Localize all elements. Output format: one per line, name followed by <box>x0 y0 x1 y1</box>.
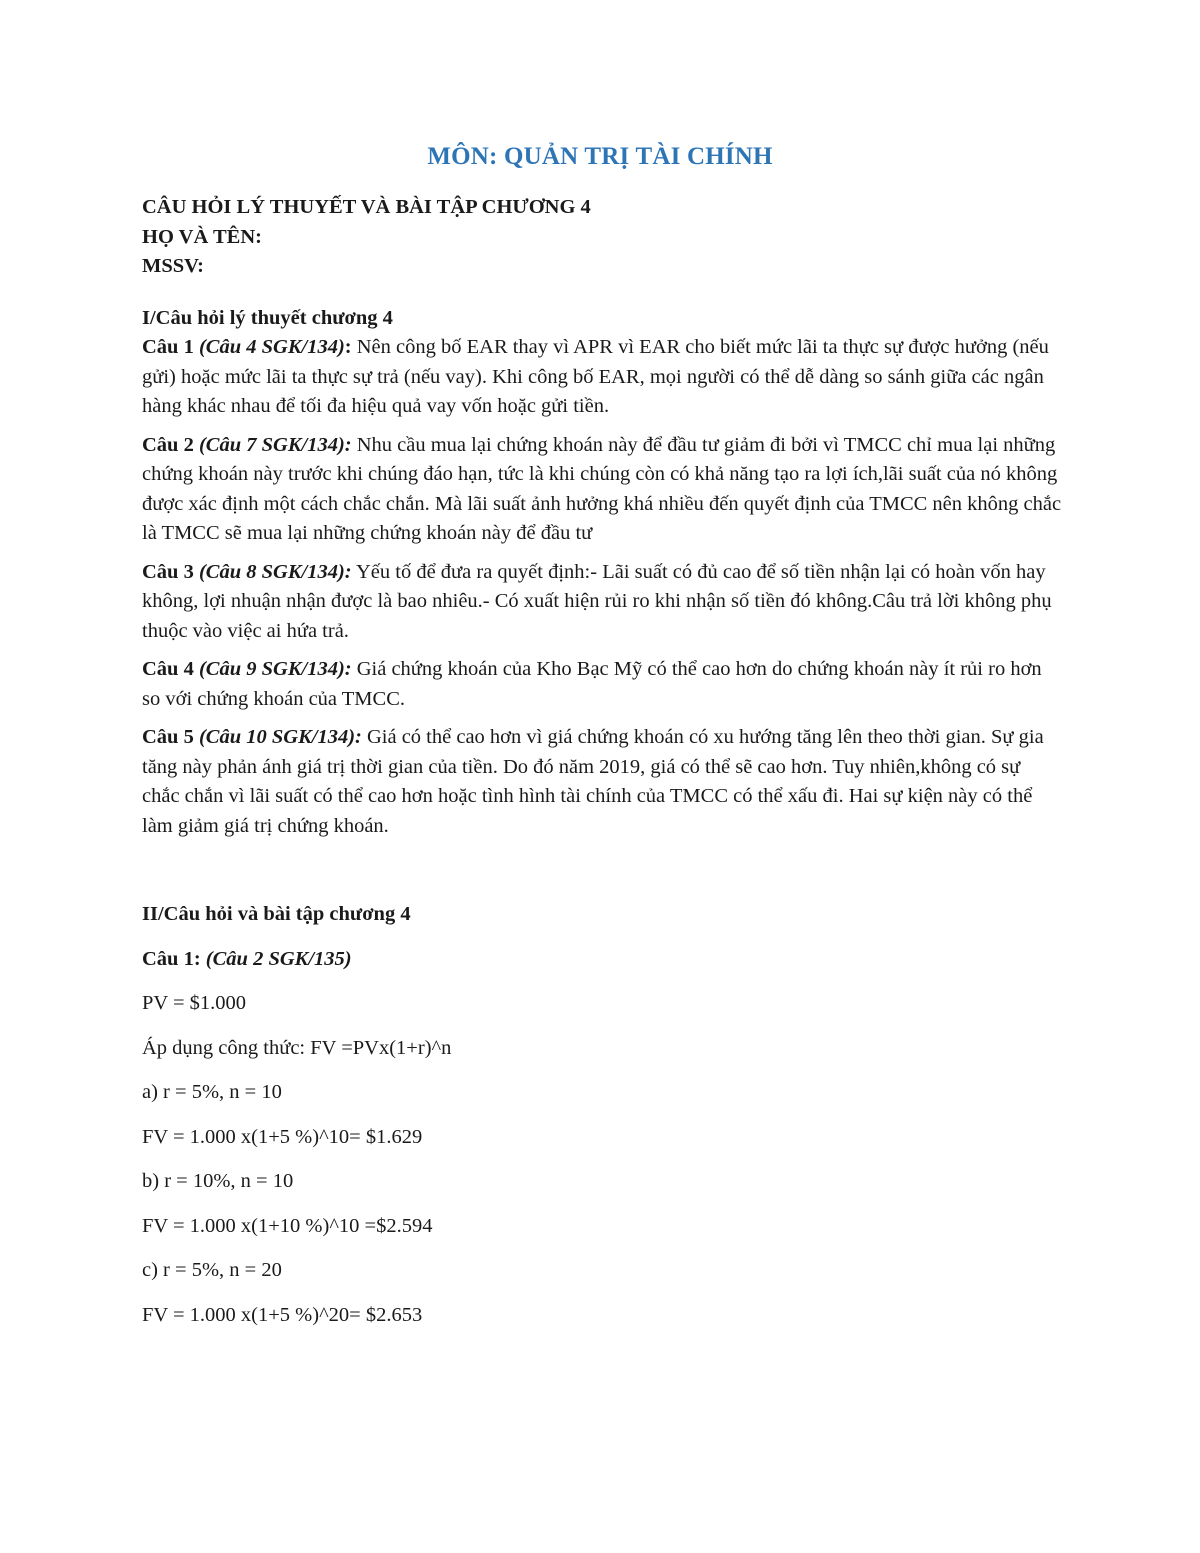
question-reference: (Câu 7 SGK/134): <box>198 433 352 456</box>
question-label: Câu 5 <box>142 726 199 748</box>
question-answer: Nên công bố EAR thay vì APR vì EAR cho biết mức lãi ta thực sự được hưởng (nếu gửi) hoặc mức lãi ta thực sự trả (nếu vay). Khi công bố EAR, mọi người có thể dễ dàng so sánh giữa các ngân hàng khác nhau để tối đa hiệu quả vay vốn hoặc gửi tiền. <box>142 336 1049 417</box>
question-answer: Giá chứng khoán của Kho Bạc Mỹ có thể cao hơn do chứng khoán này ít rủi ro hơn so với chứng khoán của TMCC. <box>142 658 1042 710</box>
question-label: Câu 4 <box>142 658 199 680</box>
exercise-line: FV = 1.000 x(1+5 %)^10= $1.629 <box>142 1125 423 1148</box>
name-field-label: HỌ VÀ TÊN: <box>142 225 262 248</box>
question-colon: : <box>344 336 352 358</box>
exercise-question-1 <box>142 945 1062 975</box>
exercise-line: c) r = 5%, n = 20 <box>142 1259 282 1281</box>
exercise-line: PV = $1.000 <box>142 992 247 1014</box>
question-label: Câu 1 <box>142 336 199 358</box>
document-body <box>142 193 1062 1345</box>
exercise-line: a) r = 5%, n = 10 <box>142 1081 282 1103</box>
theory-question-3 <box>142 558 1062 647</box>
question-label: Câu 1: <box>142 947 206 970</box>
question-label: Câu 2 <box>142 433 199 456</box>
question-answer: Yếu tố để đưa ra quyết định:- Lãi suất có đủ cao để số tiền nhận lại có hoàn vốn hay không, lợi nhuận nhận được là bao nhiêu.- Có xuất hiện rủi ro khi nhận số tiền đó không.Câu trả lời không phụ thuộc vào việc ai hứa trả. <box>142 560 1052 642</box>
student-header <box>142 193 1062 282</box>
theory-question-2 <box>142 431 1062 549</box>
question-reference: (Câu 8 SGK/134): <box>198 560 352 583</box>
theory-section-heading: I/Câu hỏi lý thuyết chương 4 <box>142 306 393 329</box>
student-id-label: MSSV: <box>142 255 204 277</box>
theory-question-5 <box>142 723 1062 841</box>
theory-question-1 <box>142 333 1062 422</box>
exercise-line: b) r = 10%, n = 10 <box>142 1170 294 1192</box>
exercise-line: FV = 1.000 x(1+10 %)^10 =$2.594 <box>142 1214 433 1237</box>
chapter-heading: CÂU HỎI LÝ THUYẾT VÀ BÀI TẬP CHƯƠNG 4 <box>142 196 591 218</box>
question-reference: (Câu 4 SGK/134) <box>198 336 345 358</box>
exercise-line: Áp dụng công thức: FV =PVx(1+r)^n <box>142 1036 452 1059</box>
question-label: Câu 3 <box>142 560 199 583</box>
exercise-line: FV = 1.000 x(1+5 %)^20= $2.653 <box>142 1303 423 1326</box>
theory-question-4 <box>142 655 1062 714</box>
question-reference: (Câu 2 SGK/135) <box>205 947 352 970</box>
document-title: MÔN: QUẢN TRỊ TÀI CHÍNH <box>427 143 773 170</box>
question-reference: (Câu 9 SGK/134): <box>198 658 352 680</box>
exercise-section-heading: II/Câu hỏi và bài tập chương 4 <box>142 903 411 925</box>
question-answer: Nhu cầu mua lại chứng khoán này để đầu tư giảm đi bởi vì TMCC chỉ mua lại những chứng khoán này trước khi chúng đáo hạn, tức là khi chúng còn có khả năng tạo ra lợi ích,lãi suất của nó không được xác định một cách chắc chắn. Mà lãi suất ảnh hưởng khá nhiều đến quyết định của TMCC nên không chắc là TMCC sẽ mua lại những chứng khoán này để đầu tư <box>142 433 1062 544</box>
question-reference: (Câu 10 SGK/134): <box>198 726 362 748</box>
question-answer: Giá có thể cao hơn vì giá chứng khoán có xu hướng tăng lên theo thời gian. Sự gia tăng này phản ánh giá trị thời gian của tiền. Do đó năm 2019, giá có thể sẽ cao hơn. Tuy nhiên,không có sự chắc chắn vì lãi suất có thể cao hơn hoặc tình hình tài chính của TMCC có thể xấu đi. Hai sự kiện này có thể làm giảm giá trị chứng khoán. <box>142 726 1044 837</box>
